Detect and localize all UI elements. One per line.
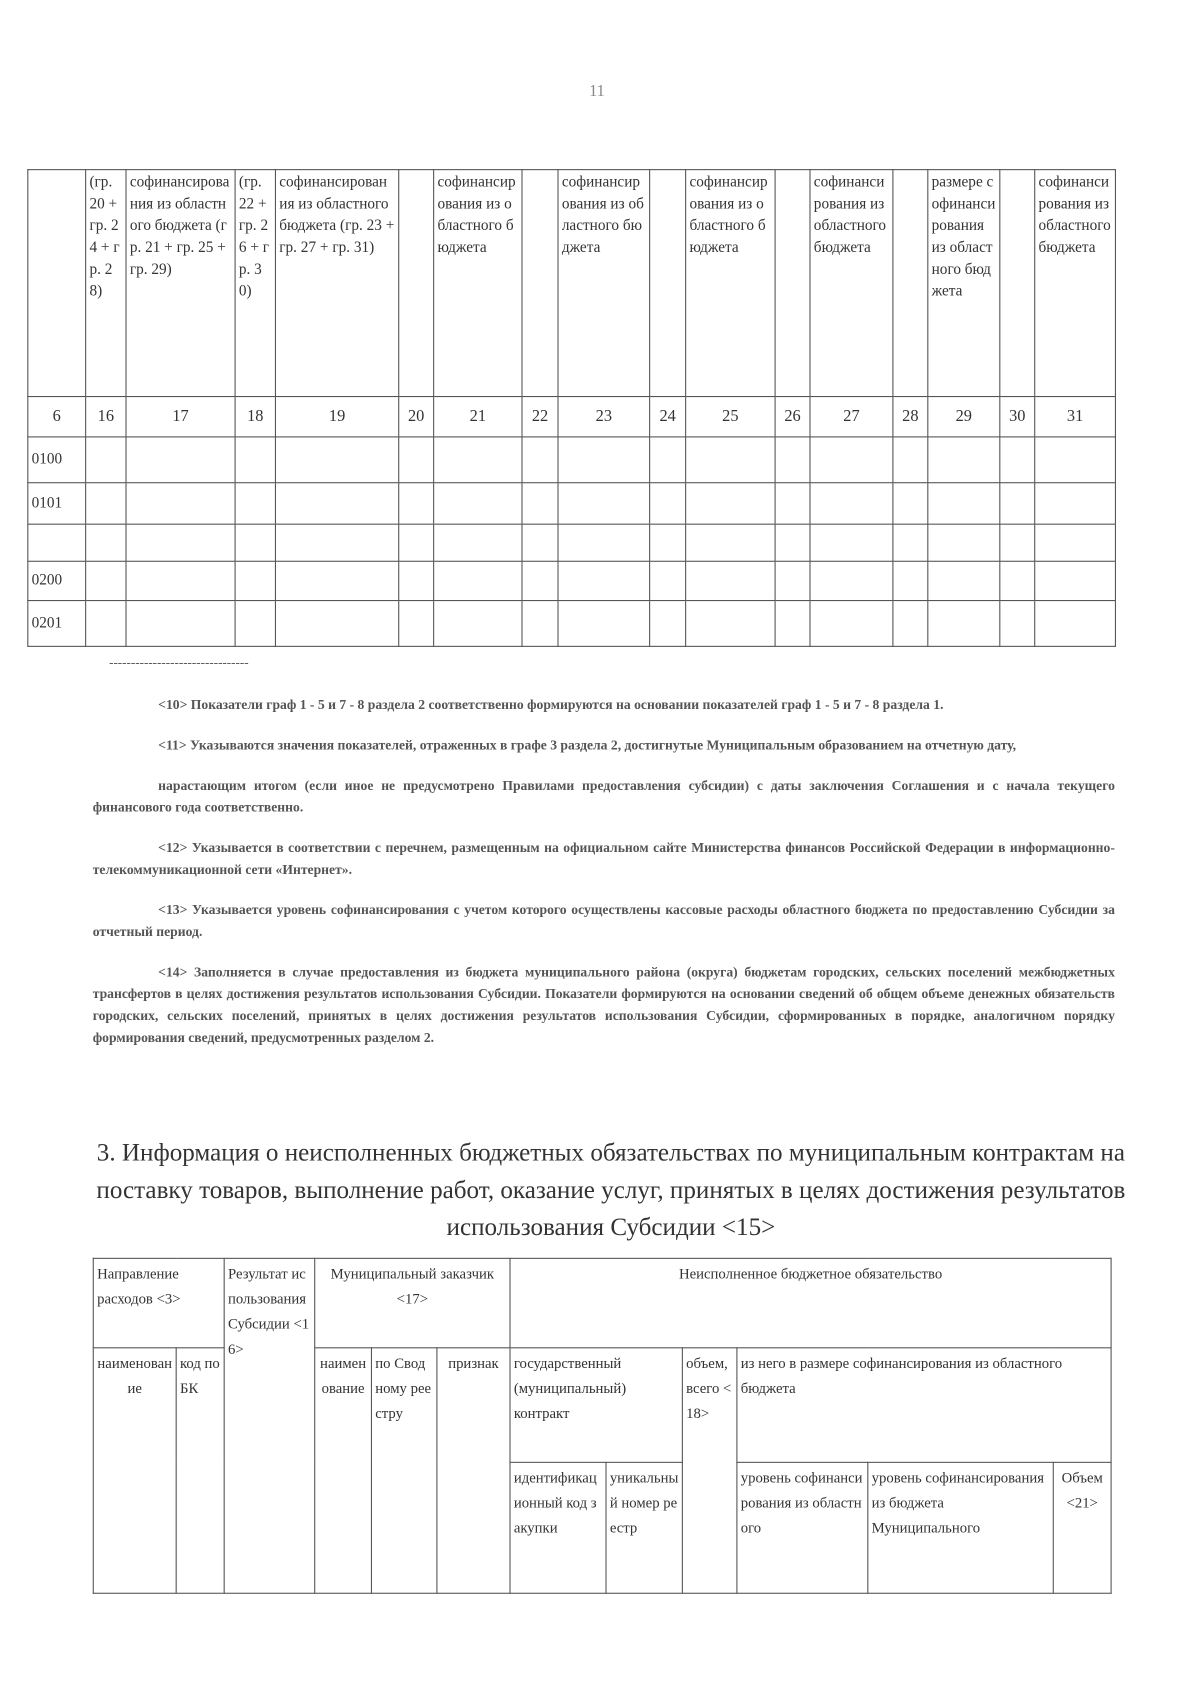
- table-cell: [235, 524, 275, 561]
- table-cell: [126, 601, 235, 647]
- table-cell: [928, 524, 1000, 561]
- header-customer-registry: по Сводному реестру: [371, 1348, 436, 1593]
- table-cell: [686, 601, 775, 647]
- table-cell: [86, 437, 126, 483]
- column-number: 21: [434, 397, 522, 437]
- table-header-row: [28, 170, 1116, 397]
- table-cell: [775, 601, 810, 647]
- table-cell: [275, 561, 398, 600]
- column-number: 22: [522, 397, 558, 437]
- column-number-row: [28, 397, 1116, 437]
- header-cell: [522, 170, 558, 397]
- header-customer-name: наименование: [315, 1348, 372, 1593]
- footnote-12: <12> Указывается в соответствии с перечнем, размещенным на официальном сайте Министерства финансов Российской Федерации в информационно-телекоммуникационной сети «Интернет».: [92, 839, 1115, 878]
- table-cell: [686, 483, 775, 524]
- table-cell: [275, 601, 398, 647]
- table-cell: [275, 524, 398, 561]
- table-cell: [686, 561, 775, 600]
- table-cell: [1035, 524, 1116, 561]
- table-cell: [893, 561, 928, 600]
- header-cell: софинансирования из областного бюджета: [686, 170, 775, 397]
- table-cell: [650, 601, 686, 647]
- header-purchase-id: идентификационный код закупки: [510, 1462, 606, 1593]
- table-cell: [810, 437, 893, 483]
- header-cell: [893, 170, 928, 397]
- table-cell: [558, 601, 650, 647]
- header-customer: Муниципальный заказчик <17>: [315, 1258, 510, 1347]
- table-cell: [1035, 601, 1116, 647]
- table-cell: [399, 561, 434, 600]
- footnote-14: <14> Заполняется в случае предоставления из бюджета муниципального района (округа) бюджетам городских, сельских поселений межбюджетных трансфертов в целях достижения результатов использования Субсидии. Показатели формируются на основании сведений об общем объеме денежных обязательств городских, сельских поселений, принятых в целях достижения результатов использования Субсидии, сформированных в порядке, аналогичном порядку формирования сведений, предусмотренных разделом 2.: [92, 964, 1115, 1046]
- table-cell: [1035, 561, 1116, 600]
- table-row: [28, 561, 1116, 600]
- report-table-continuation: [27, 169, 1116, 647]
- table-row: [28, 601, 1116, 647]
- section-3-title: 3. Информация о неисполненных бюджетных обязательствах по муниципальным контрактам на поставку товаров, выполнение работ, оказание услуг, принятых в целях достижения результатов использования Субсидии <15>: [96, 1138, 1126, 1241]
- table-row: [28, 437, 1116, 483]
- header-cell: [399, 170, 434, 397]
- table-cell: [86, 524, 126, 561]
- row-code: [28, 524, 86, 561]
- row-code: 0201: [28, 601, 86, 647]
- header-cell: софинансирования из областного бюджета: [434, 170, 522, 397]
- table-cell: [810, 601, 893, 647]
- table-cell: [126, 483, 235, 524]
- table-cell: [928, 601, 1000, 647]
- table-cell: [399, 524, 434, 561]
- header-cell: размере софинансирования из областного бюджета: [928, 170, 1000, 397]
- column-number: 25: [686, 397, 775, 437]
- header-cell: софинансирования из областного бюджета: [558, 170, 650, 397]
- table-cell: [810, 561, 893, 600]
- header-direction-name: наименование: [93, 1348, 176, 1593]
- table-cell: [522, 437, 558, 483]
- row-code: 0101: [28, 483, 86, 524]
- table-cell: [810, 483, 893, 524]
- table-cell: [893, 601, 928, 647]
- column-number: 24: [650, 397, 686, 437]
- header-cell: [1000, 170, 1035, 397]
- table-cell: [893, 483, 928, 524]
- table-cell: [522, 524, 558, 561]
- header-level-regional: уровень софинансирования из областного: [737, 1462, 868, 1593]
- header-direction: Направление расходов <3>: [93, 1258, 224, 1347]
- table-cell: [399, 483, 434, 524]
- header-volume-total: объем, всего <18>: [682, 1348, 737, 1593]
- table-cell: [558, 561, 650, 600]
- table-cell: [775, 483, 810, 524]
- table-cell: [558, 483, 650, 524]
- header-cell: софинансирования из областного бюджета: [1035, 170, 1116, 397]
- table-cell: [126, 437, 235, 483]
- header-contract: государственный (муниципальный) контракт: [510, 1348, 682, 1463]
- table-cell: [275, 483, 398, 524]
- table-cell: [810, 524, 893, 561]
- header-cell: [28, 170, 86, 397]
- table-cell: [434, 483, 522, 524]
- table-cell: [86, 561, 126, 600]
- table-cell: [928, 437, 1000, 483]
- footnote-separator: --------------------------------: [109, 654, 249, 670]
- table-cell: [235, 437, 275, 483]
- table-cell: [522, 601, 558, 647]
- column-number: 31: [1035, 397, 1116, 437]
- header-cell: [775, 170, 810, 397]
- table-cell: [650, 483, 686, 524]
- header-obligation: Неисполненное бюджетное обязательство: [510, 1258, 1111, 1347]
- table-cell: [775, 437, 810, 483]
- table-cell: [1000, 524, 1035, 561]
- table-cell: [928, 561, 1000, 600]
- table-cell: [434, 524, 522, 561]
- table-cell: [434, 561, 522, 600]
- table-cell: [235, 561, 275, 600]
- column-number: 23: [558, 397, 650, 437]
- table-cell: [434, 601, 522, 647]
- footnotes: [93, 694, 1115, 1067]
- column-number: 19: [275, 397, 398, 437]
- unfulfilled-obligations-table: [93, 1258, 1112, 1594]
- header-cell: (гр. 22 + гр. 26 + гр. 30): [235, 170, 275, 397]
- header-result: Результат использования Субсидии <16>: [224, 1258, 315, 1593]
- table-cell: [86, 483, 126, 524]
- table-cell: [235, 483, 275, 524]
- table-cell: [1000, 601, 1035, 647]
- table-cell: [686, 437, 775, 483]
- table-cell: [558, 437, 650, 483]
- row-code: 0100: [28, 437, 86, 483]
- table-cell: [893, 437, 928, 483]
- header-direction-code: код по БК: [176, 1348, 224, 1593]
- column-number: 26: [775, 397, 810, 437]
- column-number: 28: [893, 397, 928, 437]
- column-number: 16: [86, 397, 126, 437]
- footnote-13: <13> Указывается уровень софинансирования с учетом которого осуществлены кассовые расходы областного бюджета по предоставлению Субсидии за отчетный период.: [92, 902, 1115, 940]
- table-cell: [1000, 437, 1035, 483]
- page-number: 11: [589, 82, 605, 101]
- column-number: 6: [28, 397, 86, 437]
- table-cell: [1000, 483, 1035, 524]
- header-customer-sign: признак: [437, 1348, 510, 1593]
- table-cell: [399, 601, 434, 647]
- table-cell: [1000, 561, 1035, 600]
- table-cell: [126, 561, 235, 600]
- column-number: 27: [810, 397, 893, 437]
- footnote-11-continued: нарастающим итогом (если иное не предусмотрено Правилами предоставления субсидии) с даты заключения Соглашения и с начала текущего финансового года соответственно.: [92, 777, 1115, 815]
- header-cell: софинансирования из областного бюджета (гр. 21 + гр. 25 + гр. 29): [126, 170, 235, 397]
- column-number: 30: [1000, 397, 1035, 437]
- header-registry-number: уникальный номер реестр: [606, 1462, 682, 1593]
- row-code: 0200: [28, 561, 86, 600]
- header-cell: (гр. 20 + гр. 24 + гр. 28): [86, 170, 126, 397]
- footnote-10: <10> Показатели граф 1 - 5 и 7 - 8 раздела 2 соответственно формируются на основании показателей граф 1 - 5 и 7 - 8 раздела 1.: [158, 697, 944, 713]
- table-cell: [650, 561, 686, 600]
- table-cell: [650, 437, 686, 483]
- table-cell: [522, 561, 558, 600]
- table-cell: [86, 601, 126, 647]
- table-cell: [399, 437, 434, 483]
- table-cell: [1035, 483, 1116, 524]
- table-cell: [434, 437, 522, 483]
- table-cell: [126, 524, 235, 561]
- header-level-municipal: уровень софинансирования из бюджета Муниципального: [868, 1462, 1053, 1593]
- header-cell: софинансирования из областного бюджета: [810, 170, 893, 397]
- table-cell: [275, 437, 398, 483]
- header-cofinancing: из него в размере софинансирования из областного бюджета: [737, 1348, 1111, 1463]
- table-row: [28, 524, 1116, 561]
- table-cell: [775, 524, 810, 561]
- footnote-11: <11> Указываются значения показателей, отраженных в графе 3 раздела 2, достигнутые Муниципальным образованием на отчетную дату,: [158, 737, 1017, 753]
- table-cell: [686, 524, 775, 561]
- header-volume: Объем <21>: [1053, 1462, 1111, 1593]
- column-number: 29: [928, 397, 1000, 437]
- table-cell: [893, 524, 928, 561]
- table-row: [28, 483, 1116, 524]
- column-number: 18: [235, 397, 275, 437]
- table-cell: [775, 561, 810, 600]
- table-cell: [1035, 437, 1116, 483]
- table-cell: [522, 483, 558, 524]
- column-number: 20: [399, 397, 434, 437]
- table-cell: [650, 524, 686, 561]
- table-header-row-1: [93, 1258, 1111, 1347]
- table-cell: [235, 601, 275, 647]
- header-cell: [650, 170, 686, 397]
- column-number: 17: [126, 397, 235, 437]
- table-cell: [928, 483, 1000, 524]
- table-cell: [558, 524, 650, 561]
- header-cell: софинансирования из областного бюджета (гр. 23 + гр. 27 + гр. 31): [275, 170, 398, 397]
